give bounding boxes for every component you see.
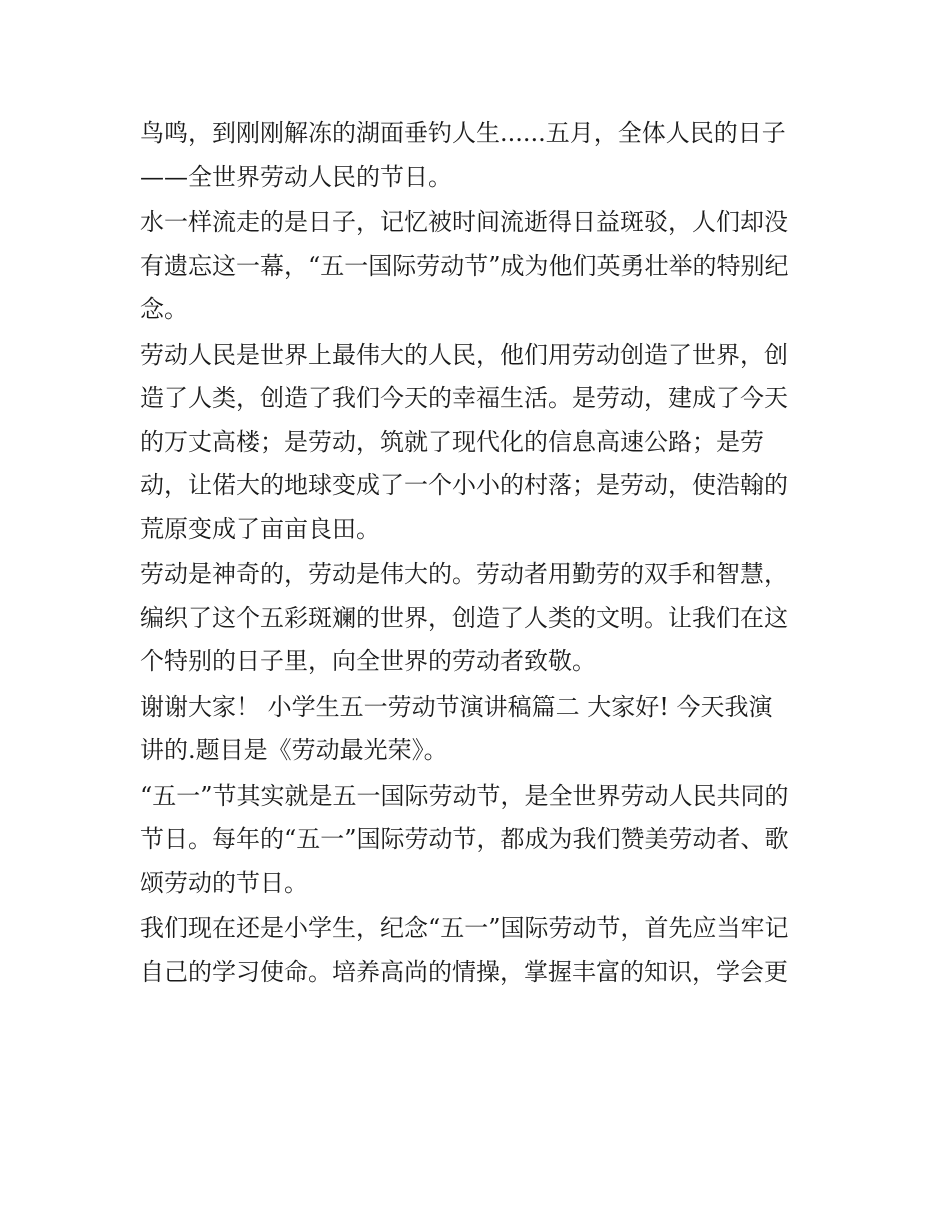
text-line: 个特别的日子里，向全世界的劳动者致敬。 bbox=[140, 647, 596, 675]
paragraph-5 bbox=[140, 686, 820, 773]
text-line: ——全世界劳动人民的节日。 bbox=[140, 162, 452, 191]
text-line: 颂劳动的节日。 bbox=[140, 868, 308, 897]
text-line: 的万丈高楼；是劳动，筑就了现代化的信息高速公路；是劳 bbox=[140, 427, 764, 456]
text-line: 念。 bbox=[140, 295, 188, 323]
text-line: 自己的学习使命。培养高尚的情操，掌握丰富的知识，学会更 bbox=[140, 957, 788, 986]
text-line: 荒原变成了亩亩良田。 bbox=[140, 514, 380, 543]
text-line: 有遗忘这一幕，“五一国际劳动节”成为他们英勇壮举的特别纪 bbox=[140, 251, 789, 280]
paragraph-6 bbox=[140, 775, 820, 906]
text-line: 讲的.题目是《劳动最光荣》。 bbox=[140, 736, 448, 764]
text-line: “五一”节其实就是五一国际劳动节，是全世界劳动人民共同的 bbox=[140, 781, 789, 810]
document-body bbox=[140, 112, 820, 996]
paragraph-7 bbox=[140, 907, 820, 994]
paragraph-3 bbox=[140, 334, 820, 552]
text-line: 我们现在还是小学生，纪念“五一”国际劳动节，首先应当牢记 bbox=[140, 914, 789, 942]
text-line: 节日。每年的“五一”国际劳动节，都成为我们赞美劳动者、歌 bbox=[140, 825, 789, 853]
paragraph-4 bbox=[140, 553, 820, 684]
text-line: 造了人类，创造了我们今天的幸福生活。是劳动，建成了今天 bbox=[140, 384, 788, 412]
text-line: 劳动人民是世界上最伟大的人民，他们用劳动创造了世界，创 bbox=[140, 340, 788, 369]
text-line: 水一样流走的是日子，记忆被时间流逝得日益斑驳，人们却没 bbox=[140, 208, 788, 236]
paragraph-1 bbox=[140, 112, 820, 199]
text-line: 鸟鸣，到刚刚解冻的湖面垂钓人生......五月，全体人民的日子 bbox=[140, 119, 786, 147]
text-line: 劳动是神奇的，劳动是伟大的。劳动者用勤劳的双手和智慧， bbox=[140, 560, 788, 588]
paragraph-2 bbox=[140, 201, 820, 332]
text-line: 动，让偌大的地球变成了一个小小的村落；是劳动，使浩翰的 bbox=[140, 471, 788, 499]
text-line: 谢谢大家！ 小学生五一劳动节演讲稿篇二 大家好! 今天我演 bbox=[140, 692, 773, 721]
text-line: 编织了这个五彩斑斓的世界，创造了人类的文明。让我们在这 bbox=[140, 603, 788, 632]
